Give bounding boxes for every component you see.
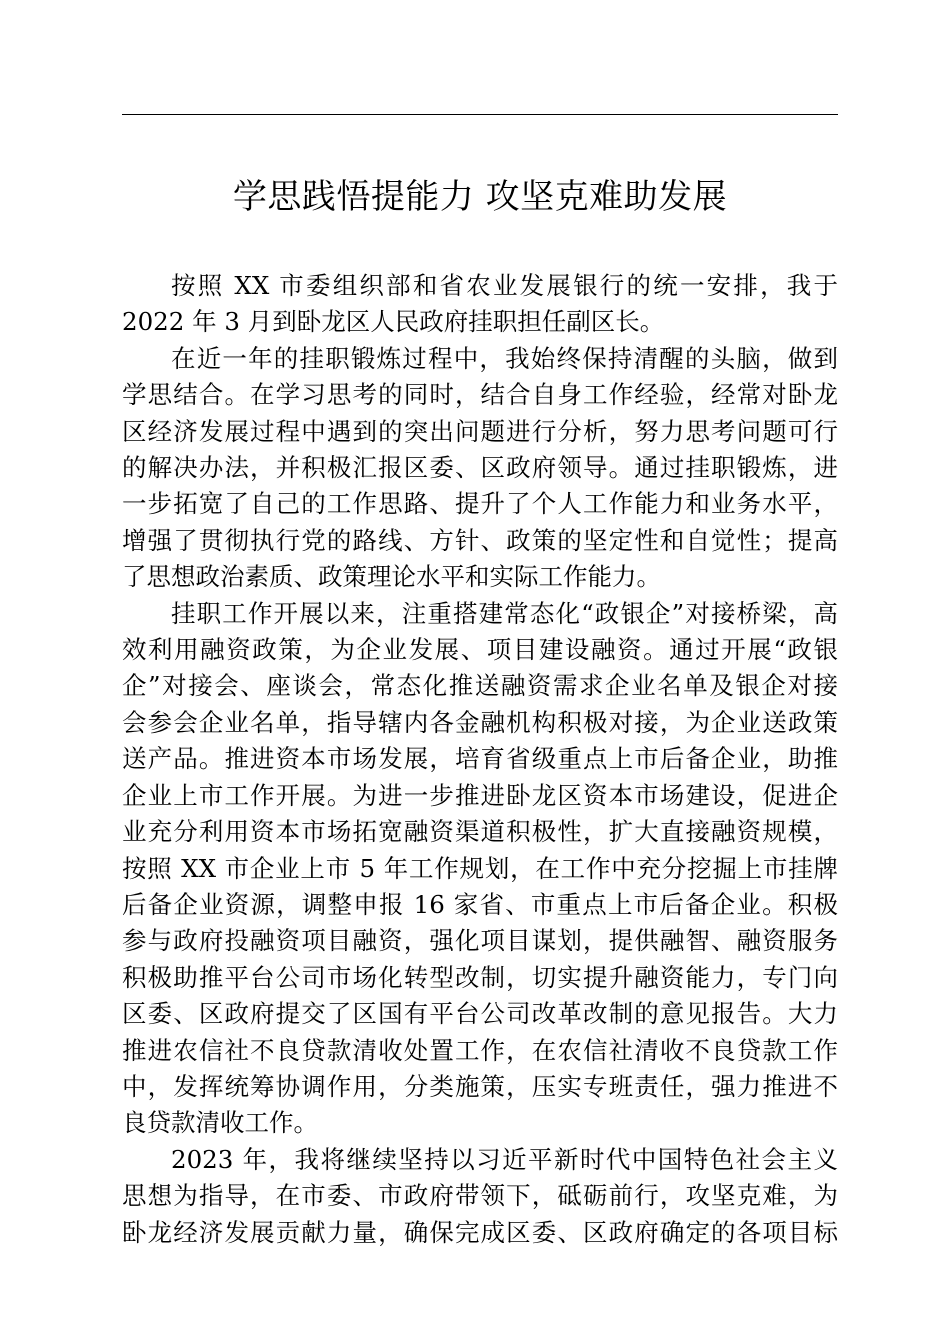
text-line: 区经济发展过程中遇到的突出问题进行分析，努力思考问题可行 xyxy=(122,416,838,446)
text-line: 2023 年，我将继续坚持以习近平新时代中国特色社会主义 xyxy=(171,1144,838,1174)
text-line: 良贷款清收工作。 xyxy=(122,1108,318,1138)
text-line: 一步拓宽了自己的工作思路、提升了个人工作能力和业务水平， xyxy=(122,489,838,519)
document-body xyxy=(122,268,838,1251)
text-line: 企业上市工作开展。为进一步推进卧龙区资本市场建设，促进企 xyxy=(122,780,838,810)
text-line: 在近一年的挂职锻炼过程中，我始终保持清醒的头脑，做到 xyxy=(171,343,838,373)
text-line: 卧龙经济发展贡献力量，确保完成区委、区政府确定的各项目标 xyxy=(122,1217,838,1247)
text-line: 企”对接会、座谈会，常态化推送融资需求企业名单及银企对接 xyxy=(122,671,838,701)
text-line: 的解决办法，并积极汇报区委、区政府领导。通过挂职锻炼，进 xyxy=(122,453,838,483)
paragraph-3 xyxy=(122,596,838,1142)
text-line: 后备企业资源，调整申报 16 家省、市重点上市后备企业。积极 xyxy=(122,889,838,919)
text-line: 会参会企业名单，指导辖内各金融机构积极对接，为企业送政策 xyxy=(122,707,838,737)
document-title: 学思践悟提能力 攻坚克难助发展 xyxy=(232,177,728,217)
text-line: 挂职工作开展以来，注重搭建常态化“政银企”对接桥梁，高 xyxy=(171,598,838,628)
text-line: 了思想政治素质、政策理论水平和实际工作能力。 xyxy=(122,562,661,592)
text-line: 2022 年 3 月到卧龙区人民政府挂职担任副区长。 xyxy=(122,307,665,337)
text-line: 学思结合。在学习思考的同时，结合自身工作经验，经常对卧龙 xyxy=(122,380,838,410)
paragraph-2 xyxy=(122,341,838,596)
paragraph-4 xyxy=(122,1142,838,1251)
text-line: 按照 XX 市委组织部和省农业发展银行的统一安排，我于 xyxy=(171,271,838,300)
text-line: 按照 XX 市企业上市 5 年工作规划，在工作中充分挖掘上市挂牌 xyxy=(122,853,838,883)
header-rule xyxy=(122,114,838,115)
text-line: 区委、区政府提交了区国有平台公司改革改制的意见报告。大力 xyxy=(122,999,838,1029)
text-line: 参与政府投融资项目融资，强化项目谋划，提供融智、融资服务 xyxy=(122,926,838,956)
text-line: 思想为指导，在市委、市政府带领下，砥砺前行，攻坚克难，为 xyxy=(122,1181,838,1211)
text-line: 送产品。推进资本市场发展，培育省级重点上市后备企业，助推 xyxy=(122,744,838,774)
text-line: 效利用融资政策，为企业发展、项目建设融资。通过开展“政银 xyxy=(122,635,838,665)
text-line: 推进农信社不良贷款清收处置工作，在农信社清收不良贷款工作 xyxy=(122,1035,838,1065)
text-line: 积极助推平台公司市场化转型改制，切实提升融资能力，专门向 xyxy=(122,962,838,992)
text-line: 业充分利用资本市场拓宽融资渠道积极性，扩大直接融资规模， xyxy=(122,817,838,847)
text-line: 增强了贯彻执行党的路线、方针、政策的坚定性和自觉性；提高 xyxy=(122,525,838,555)
paragraph-1 xyxy=(122,268,838,341)
text-line: 中，发挥统筹协调作用，分类施策，压实专班责任，强力推进不 xyxy=(122,1071,838,1101)
